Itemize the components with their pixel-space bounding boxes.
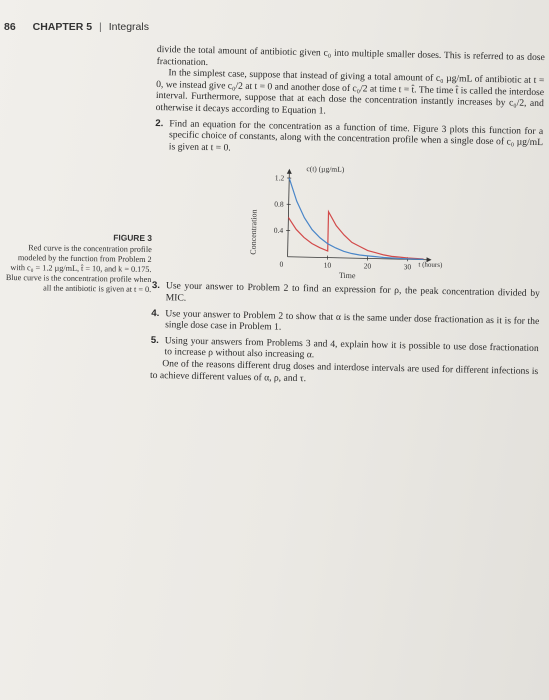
chart-plot-area <box>288 178 426 259</box>
figure-3-chart <box>222 160 444 285</box>
x-axis-label: Time <box>338 271 356 281</box>
main-text <box>150 44 545 389</box>
problem-text: Use your answer to Problem 2 to find an expression for ρ, the peak concentration divided by MIC. <box>165 280 540 304</box>
chapter-label: CHAPTER 5 <box>32 21 93 33</box>
blue-series-line <box>288 178 426 259</box>
problem-text: Find an equation for the concentration as a function of time. Figure 3 plots this function for a specific choice of constants, along with the concentration profile when a single dose of c₀ µg/mL is given at t = 0. <box>168 117 544 154</box>
problem-item <box>155 118 544 161</box>
y-tick-label: 0.4 <box>273 226 284 236</box>
x-axis-title-unit: t (hours) <box>418 260 443 270</box>
page-number: 86 <box>4 21 16 33</box>
origin-label: 0 <box>279 259 284 270</box>
running-header <box>4 21 149 33</box>
problem-number: 2. <box>155 117 164 129</box>
figure-label: FIGURE 3 <box>113 232 152 243</box>
simplest-case-paragraph: In the simplest case, suppose that instead of giving a total amount of c₀ µg/mL of antibiotic at t = 0, we instead give c₀/2 at t = 0 and another dose of c₀/2 at time t = t̂. The time t̂ is called the interdose interval. Furthermore, suppose that at each dose the concentration instantly increases by c₀/2, and otherwise it decays according to Equation 1. <box>155 67 545 117</box>
y-axis-label: Concentration <box>248 209 259 256</box>
closing-paragraph: One of the reasons different drug doses and interdose intervals are used for different infections is to achieve different values of α, ρ, and τ. <box>149 358 539 384</box>
chart-axes <box>273 169 433 272</box>
problem-number: 5. <box>150 334 159 346</box>
chapter-title: Integrals <box>108 21 149 33</box>
y-axis-arrow <box>287 169 292 174</box>
figure-caption-text: Red curve is the concentration profile modeled by the function from Problem 2 with c₀ = 1.2 µg/mL, t̂ = 10, and k = 0.175. Blue curve is the concentration profile when all the antibiotic is given at t = 0. <box>5 243 152 294</box>
x-tick-label: 10 <box>323 260 332 271</box>
y-tick-label: 1.2 <box>274 173 285 183</box>
header-separator: | <box>99 21 102 33</box>
concentration-chart <box>222 160 444 285</box>
problem-text: Using your answers from Problems 3 and 4, explain how it is possible to use dose fractionation to increase ρ without also increasing α. <box>164 334 539 361</box>
problem-number: 4. <box>151 307 160 319</box>
y-axis-line <box>288 171 290 257</box>
y-axis-title: c(t) (µg/mL) <box>306 164 345 175</box>
problem-item <box>151 307 539 338</box>
x-tick-label: 30 <box>403 262 412 272</box>
problem-item <box>152 280 540 311</box>
problem-text: Use your answer to Problem 2 to show that α is the same under dose fractionation as it is for the single dose case in Problem 1. <box>165 307 540 333</box>
intro-paragraph: divide the total amount of antibiotic given c₀ into multiple smaller doses. This is referred to as dose fractionation. <box>156 44 545 68</box>
red-series-line <box>288 211 425 259</box>
figure-caption <box>1 231 152 295</box>
x-tick-label: 20 <box>363 261 372 271</box>
problem-number: 3. <box>151 280 161 292</box>
y-tick-label: 0.8 <box>274 199 284 210</box>
